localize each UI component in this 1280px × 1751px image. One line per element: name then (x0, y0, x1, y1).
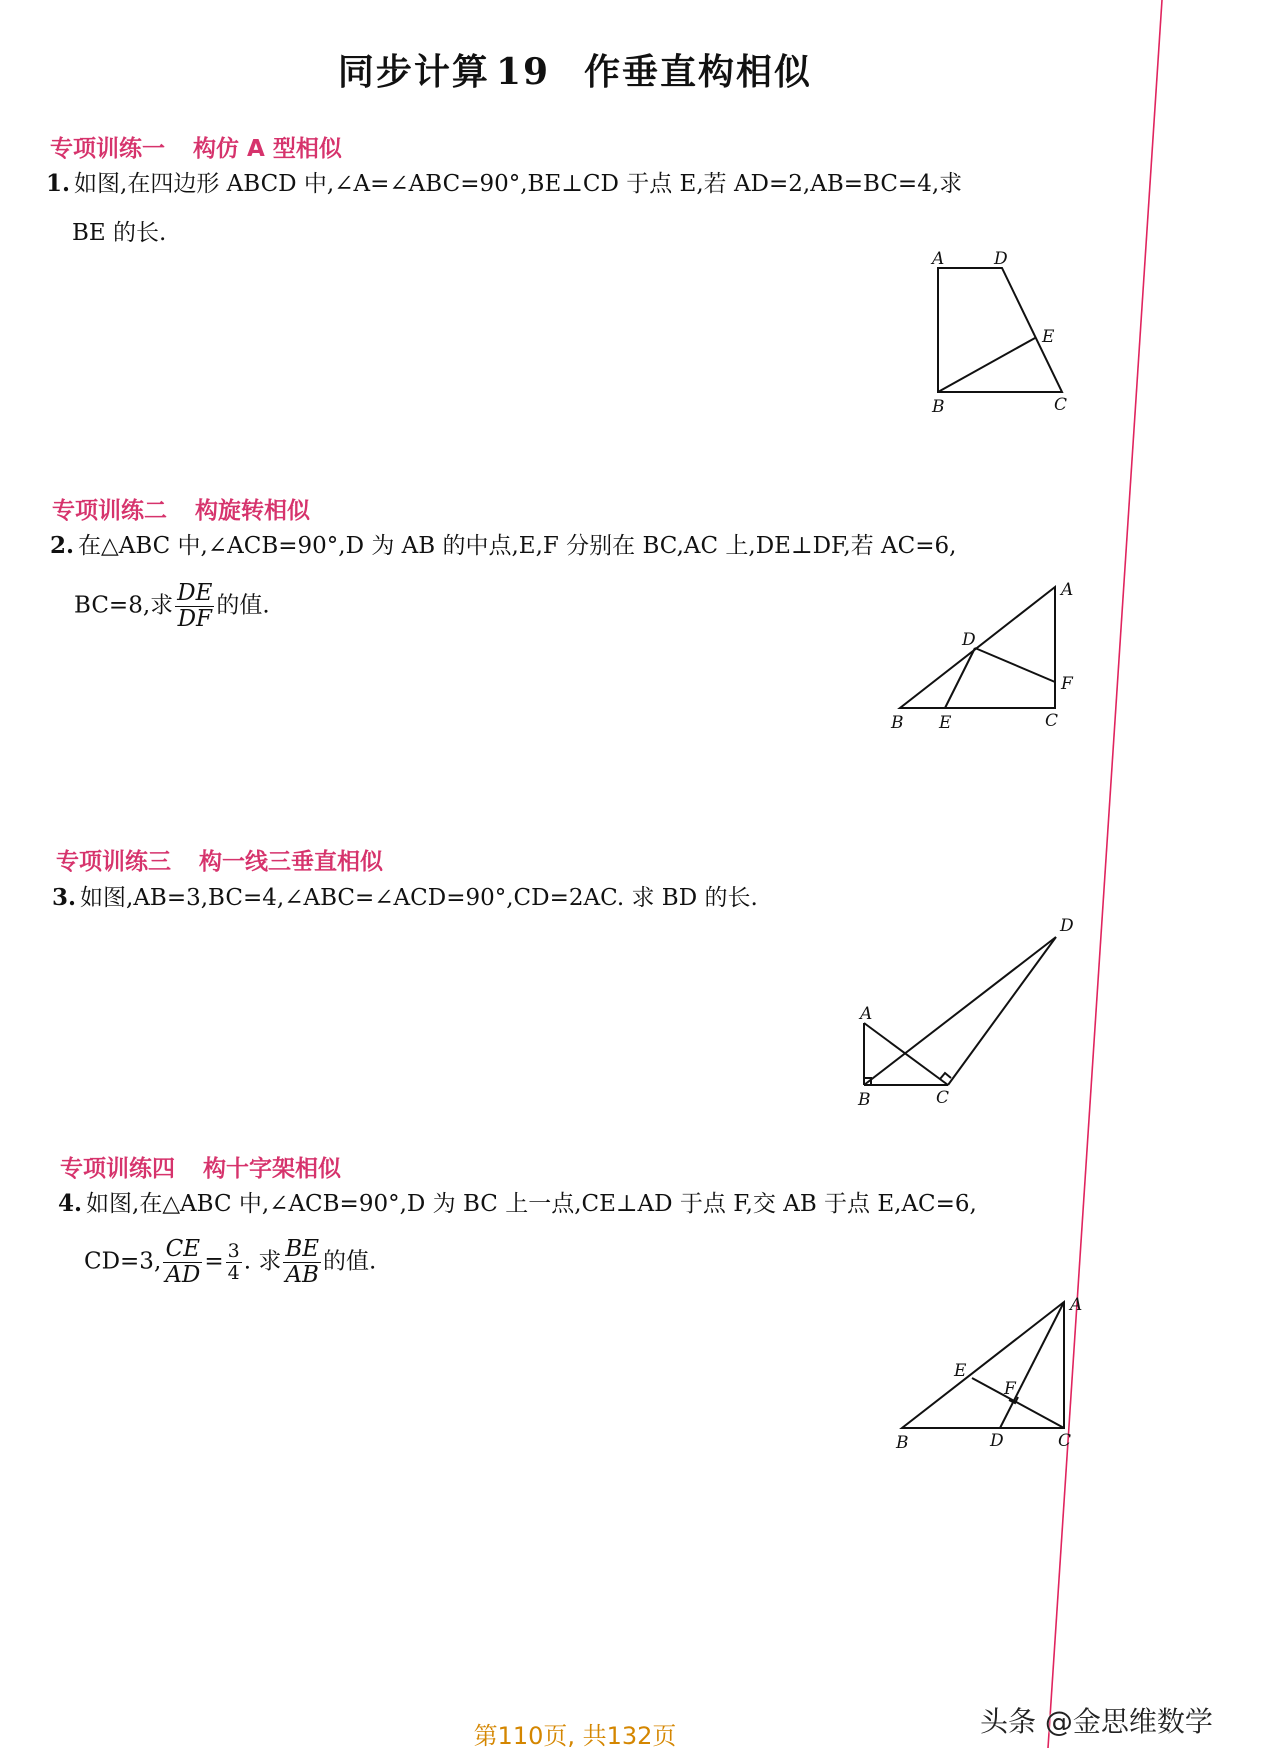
svg-text:B: B (891, 713, 904, 733)
svg-text:A: A (1061, 580, 1074, 600)
section-4-title: 专项训练四 构十字架相似 (60, 1156, 341, 1182)
svg-text:A: A (860, 1004, 873, 1024)
watermark: 头条 @金思维数学 (980, 1705, 1213, 1738)
problem-4-line2: CD=3, $\frac{CE}{AD}$ = $\frac{3}{4}$ . 求 $\frac{BE}{AB}$ 的值. (84, 1236, 377, 1288)
problem-4: 4. 如图,在△ABC 中,∠ACB=90°,D 为 BC 上一点,CE⊥AD 于点 F,交 AB 于点 E,AC=6, (58, 1190, 977, 1217)
svg-text:E: E (939, 713, 952, 733)
fraction-ce-ad: $\frac{CE}{AD}$ (165, 1236, 201, 1288)
fraction-3-4: $\frac{3}{4}$ (227, 1240, 240, 1284)
fraction-be-ab: $\frac{BE}{AB}$ (285, 1236, 320, 1288)
figure-1 (920, 248, 1090, 418)
problem-1: 1. 如图,在四边形 ABCD 中,∠A=∠ABC=90°,BE⊥CD 于点 E,若 AD=2,AB=BC=4,求 (46, 170, 963, 197)
svg-text:D: D (990, 1431, 1004, 1451)
problem-3: 3. 如图,AB=3,BC=4,∠ABC=∠ACD=90°,CD=2AC. 求 BD 的长. (52, 884, 758, 911)
svg-text:A: A (1070, 1295, 1083, 1315)
svg-text:F: F (1061, 674, 1073, 694)
figure-4 (888, 1290, 1088, 1460)
section-3-title: 专项训练三 构一线三垂直相似 (56, 849, 383, 875)
svg-text:A: A (932, 249, 945, 269)
problem-2-line2: BC=8,求 $\frac{DE}{DF}$ 的值. (74, 580, 270, 632)
section-2-title: 专项训练二 构旋转相似 (52, 498, 310, 524)
svg-text:E: E (954, 1361, 967, 1381)
problem-2: 2. 在△ABC 中,∠ACB=90°,D 为 AB 的中点,E,F 分别在 BC,AC 上,DE⊥DF,若 AC=6, (50, 532, 957, 559)
svg-text:B: B (858, 1090, 871, 1110)
svg-text:D: D (994, 249, 1008, 269)
page-footer: 第110页, 共132页 (473, 1722, 677, 1750)
svg-text:D: D (1060, 916, 1074, 936)
fraction-de-df: $\frac{DE}{DF}$ (177, 580, 213, 632)
svg-text:D: D (962, 630, 976, 650)
svg-text:E: E (1042, 327, 1055, 347)
svg-text:C: C (936, 1088, 950, 1108)
svg-text:F: F (1004, 1379, 1016, 1399)
svg-text:C: C (1045, 711, 1059, 731)
problem-1-line2: BE 的长. (72, 220, 167, 246)
svg-text:C: C (1058, 1431, 1072, 1451)
figure-3 (850, 915, 1080, 1115)
svg-text:B: B (932, 397, 945, 417)
section-1-title: 专项训练一 构仿 A 型相似 (50, 136, 342, 162)
svg-text:C: C (1054, 395, 1068, 415)
figure-2 (885, 575, 1085, 735)
svg-text:B: B (896, 1433, 909, 1453)
page-title: 同步计算 19 作垂直构相似 (337, 51, 813, 93)
